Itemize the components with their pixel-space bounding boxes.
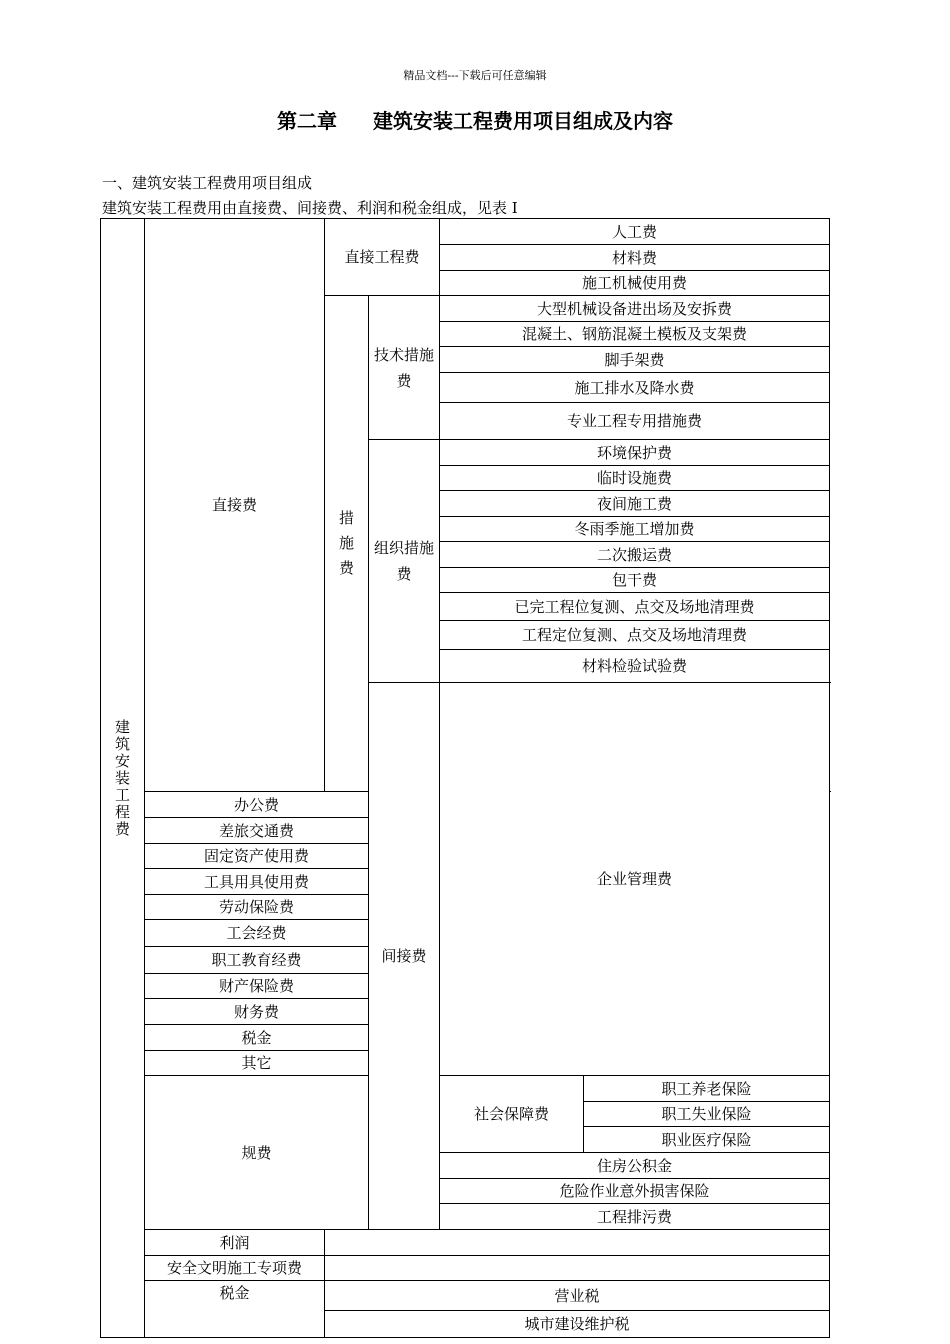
list-item: 施工机械使用费 <box>440 271 830 296</box>
list-item: 职业医疗保险 <box>584 1127 830 1153</box>
list-item: 劳动保险费 <box>145 895 369 920</box>
list-item: 工会经费 <box>145 920 369 947</box>
empty-cell <box>325 1230 830 1256</box>
list-item: 固定资产使用费 <box>145 844 369 869</box>
list-item: 工程定位复测、点交及场地清理费 <box>440 621 830 650</box>
list-item: 职工失业保险 <box>584 1102 830 1127</box>
measures-cell <box>325 296 369 792</box>
list-item: 夜间施工费 <box>440 491 830 517</box>
list-item: 人工费 <box>440 219 830 245</box>
cost-composition-table <box>100 218 830 1338</box>
social-security-cell <box>440 1076 584 1153</box>
list-item: 二次搬运费 <box>440 542 830 568</box>
list-item: 大型机械设备进出场及安拆费 <box>440 296 830 322</box>
direct-cost-label: 直接费 <box>211 496 257 514</box>
chapter-title: 建筑安装工程费用项目组成及内容 <box>373 109 673 133</box>
indirect-cost-label: 间接费 <box>381 947 427 965</box>
root-label: 建筑安装工程费 <box>114 717 130 838</box>
list-item: 城市建设维护税 <box>325 1311 830 1338</box>
list-item: 职工教育经费 <box>145 947 369 974</box>
list-item: 临时设施费 <box>440 466 830 491</box>
list-item: 工具用具使用费 <box>145 869 369 895</box>
social-security-label: 社会保障费 <box>474 1105 550 1123</box>
profit-cell: 利润 <box>145 1230 325 1256</box>
root-cell <box>101 219 145 1338</box>
organizational-measures-cell <box>369 440 440 683</box>
list-item: 财务费 <box>145 999 369 1025</box>
direct-engineering-label: 直接工程费 <box>344 248 420 266</box>
list-item: 危险作业意外损害保险 <box>440 1179 830 1204</box>
organizational-measures-label: 组织措施费 <box>374 539 435 583</box>
regulatory-fees-cell <box>145 1076 369 1230</box>
chapter-number: 第二章 <box>277 109 337 133</box>
list-item: 财产保险费 <box>145 974 369 999</box>
list-item: 混凝土、钢筋混凝土模板及支架费 <box>440 322 830 347</box>
tax-cell: 税金 <box>145 1281 325 1338</box>
intro-paragraph: 建筑安装工程费用由直接费、间接费、利润和税金组成，见表 I <box>102 199 518 217</box>
list-item: 材料检验试验费 <box>440 650 830 683</box>
list-item: 办公费 <box>145 792 369 818</box>
list-item: 专业工程专用措施费 <box>440 403 830 440</box>
list-item: 材料费 <box>440 245 830 271</box>
list-item: 住房公积金 <box>440 1153 830 1179</box>
header-note: 精品文档---下载后可任意编辑 <box>403 69 547 82</box>
safety-cell: 安全文明施工专项费 <box>145 1256 325 1281</box>
list-item: 环境保护费 <box>440 440 830 466</box>
list-item: 包干费 <box>440 568 830 593</box>
enterprise-management-cell <box>440 683 830 1076</box>
list-item: 冬雨季施工增加费 <box>440 517 830 542</box>
list-item: 工程排污费 <box>440 1204 830 1230</box>
list-item: 已完工程位复测、点交及场地清理费 <box>440 593 830 621</box>
indirect-cost-cell <box>369 683 440 1230</box>
enterprise-management-label: 企业管理费 <box>597 870 673 888</box>
direct-engineering-cell <box>325 219 440 296</box>
technical-measures-cell <box>369 296 440 440</box>
section-heading: 一、建筑安装工程费用项目组成 <box>102 174 313 192</box>
list-item: 职工养老保险 <box>584 1076 830 1102</box>
list-item: 其它 <box>145 1051 369 1076</box>
list-item: 脚手架费 <box>440 347 830 373</box>
list-item: 营业税 <box>325 1281 830 1311</box>
page-title <box>0 105 950 134</box>
regulatory-fees-label: 规费 <box>241 1143 272 1162</box>
measures-label: 措施费 <box>338 509 354 577</box>
list-item: 差旅交通费 <box>145 818 369 844</box>
list-item: 施工排水及降水费 <box>440 373 830 403</box>
direct-cost-cell <box>145 219 325 792</box>
technical-measures-label: 技术措施费 <box>374 345 435 390</box>
list-item: 税金 <box>145 1025 369 1051</box>
empty-cell <box>325 1256 830 1281</box>
